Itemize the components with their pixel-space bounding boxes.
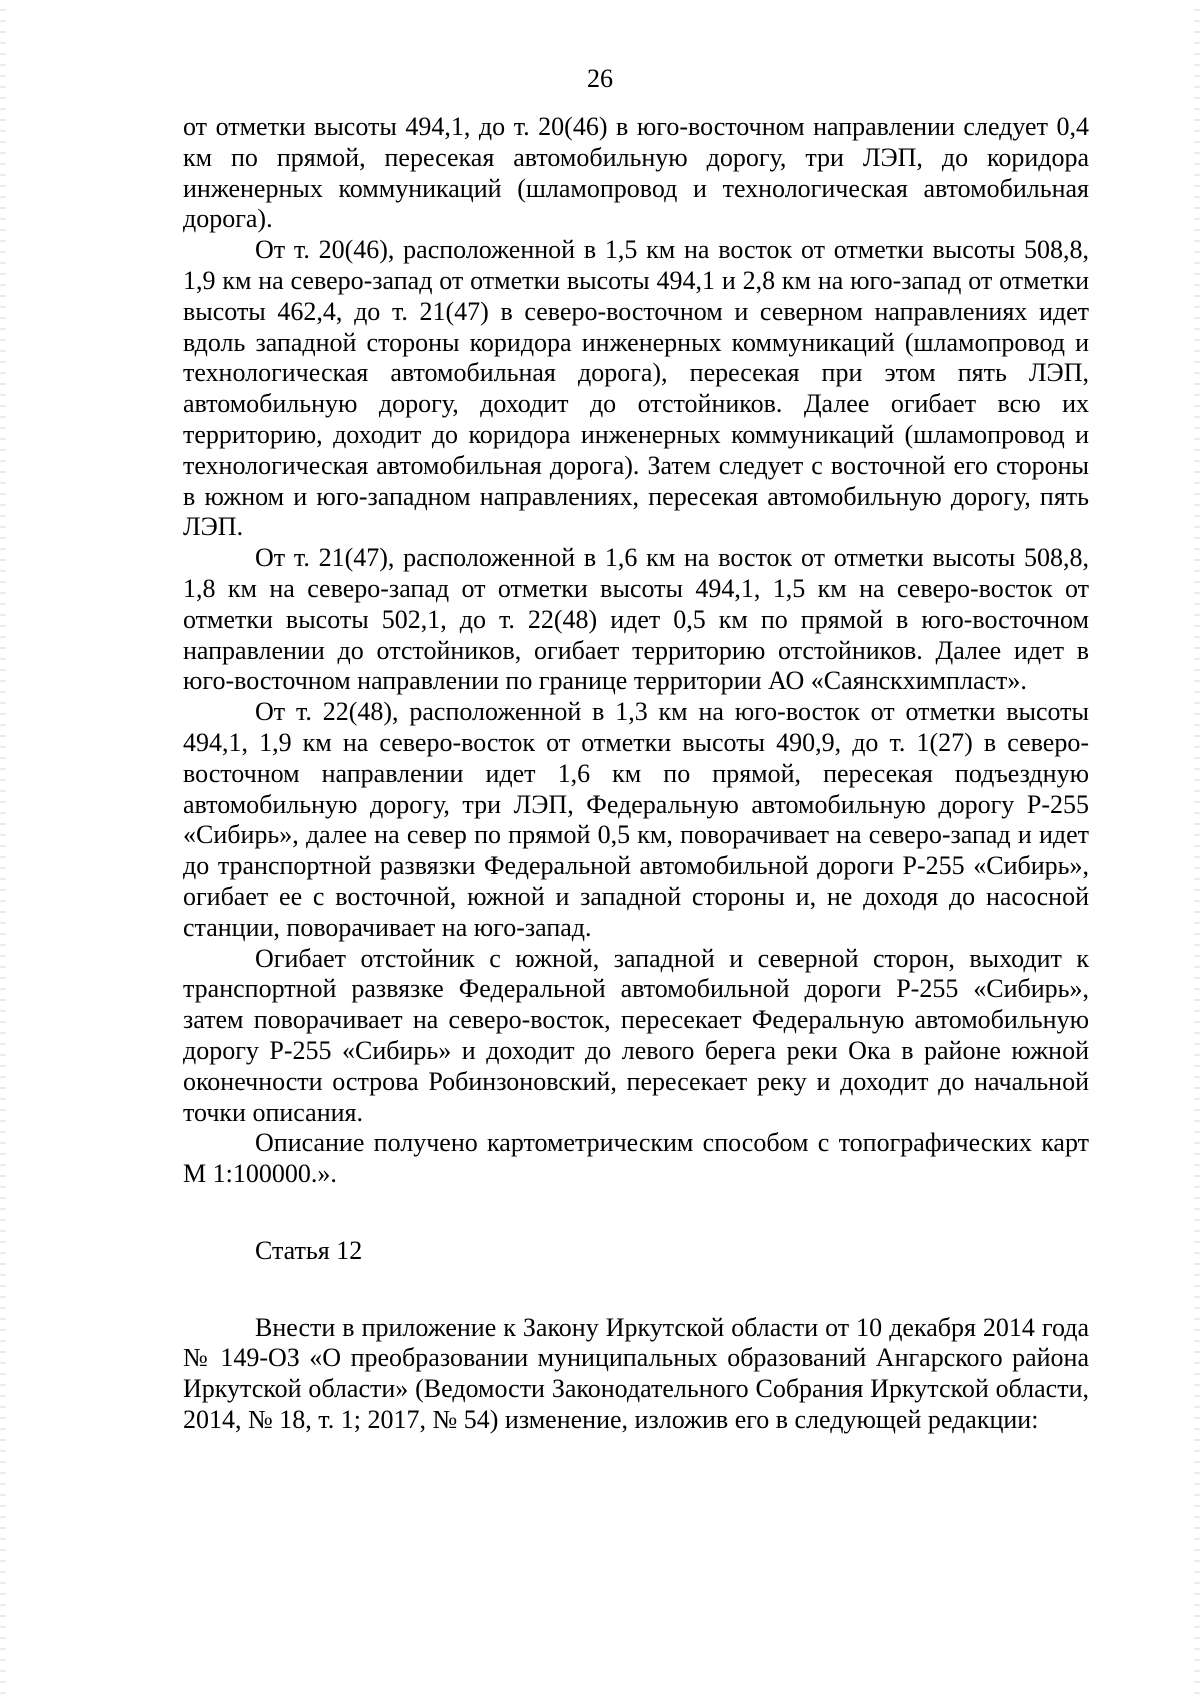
document-body — [183, 112, 1089, 1436]
scan-margin-left — [0, 0, 6, 1694]
heading-spacer — [183, 1267, 1089, 1313]
paragraph-point-22: От т. 22(48), расположенной в 1,3 км на юго-восток от отметки высоты 494,1, 1,9 км на северо-восток от отметки высоты 490,9, до т. 1(27) в северо-восточном направлении идет 1,6 км по прямой, пересекая подъездную автомобильную дорогу, три ЛЭП, Федеральную автомобильную дорогу Р-255 «Сибирь», далее на север по прямой 0,5 км, поворачивает на северо-запад и идет до транспортной развязки Федеральной автомобильной дороги Р-255 «Сибирь», огибает ее с восточной, южной и западной стороны и, не доходя до насосной станции, поворачивает на юго-запад. — [183, 697, 1089, 942]
paragraph-sediment-pond: Огибает отстойник с южной, западной и северной сторон, выходит к транспортной развязке Федеральной автомобильной дороги Р-255 «Сибирь», затем поворачивает на северо-восток, пересекает Федеральную автомобильную дорогу Р-255 «Сибирь» и доходит до левого берега реки Ока в районе южной оконечности острова Робинзоновский, пересекает реку и доходит до начальной точки описания. — [183, 943, 1089, 1127]
paragraph-continuation: от отметки высоты 494,1, до т. 20(46) в юго-восточном направлении следует 0,4 км по прямой, пересекая автомобильную дорогу, три ЛЭП, до коридора инженерных коммуникаций (шламопровод и технологическая автомобильная дорога). — [183, 112, 1089, 234]
article-text: Внести в приложение к Закону Иркутской области от 10 декабря 2014 года № 149-ОЗ «О преобразовании муниципальных образований Ангарского района Иркутской области» (Ведомости Законодательного Собрания Иркутской области, 2014, № 18, т. 1; 2017, № 54) изменение, изложив его в следующей редакции: — [183, 1312, 1089, 1435]
page-number: 26 — [587, 64, 613, 93]
paragraph-point-20: От т. 20(46), расположенной в 1,5 км на восток от отметки высоты 508,8, 1,9 км на северо-запад от отметки высоты 494,1 и 2,8 км на юго-запад от отметки высоты 462,4, до т. 21(47) в северо-восточном и северном направлениях идет вдоль западной стороны коридора инженерных коммуникаций (шламопровод и технологическая автомобильная дорога), пересекая при этом пять ЛЭП, автомобильную дорогу, доходит до отстойников. Далее огибает всю их территорию, доходит до коридора инженерных коммуникаций (шламопровод и технологическая автомобильная дорога). Затем следует с восточной его стороны в южном и юго-западном направлениях, пересекая автомобильную дорогу, пять ЛЭП. — [183, 235, 1089, 542]
paragraph-point-21: От т. 21(47), расположенной в 1,6 км на восток от отметки высоты 508,8, 1,8 км на северо-запад от отметки высоты 494,1, 1,5 км на северо-восток от отметки высоты 502,1, до т. 22(48) идет 0,5 км по прямой в юго-восточном направлении до отстойников, огибает территорию отстойников. Далее идет в юго-восточном направлении по границе территории АО «Саянскхимпласт». — [183, 543, 1089, 696]
scan-margin-right — [1194, 0, 1200, 1694]
paragraph-description-method: Описание получено картометрическим способом с топографических карт М 1:100000.». — [183, 1128, 1089, 1189]
article-heading: Статья 12 — [255, 1235, 363, 1265]
